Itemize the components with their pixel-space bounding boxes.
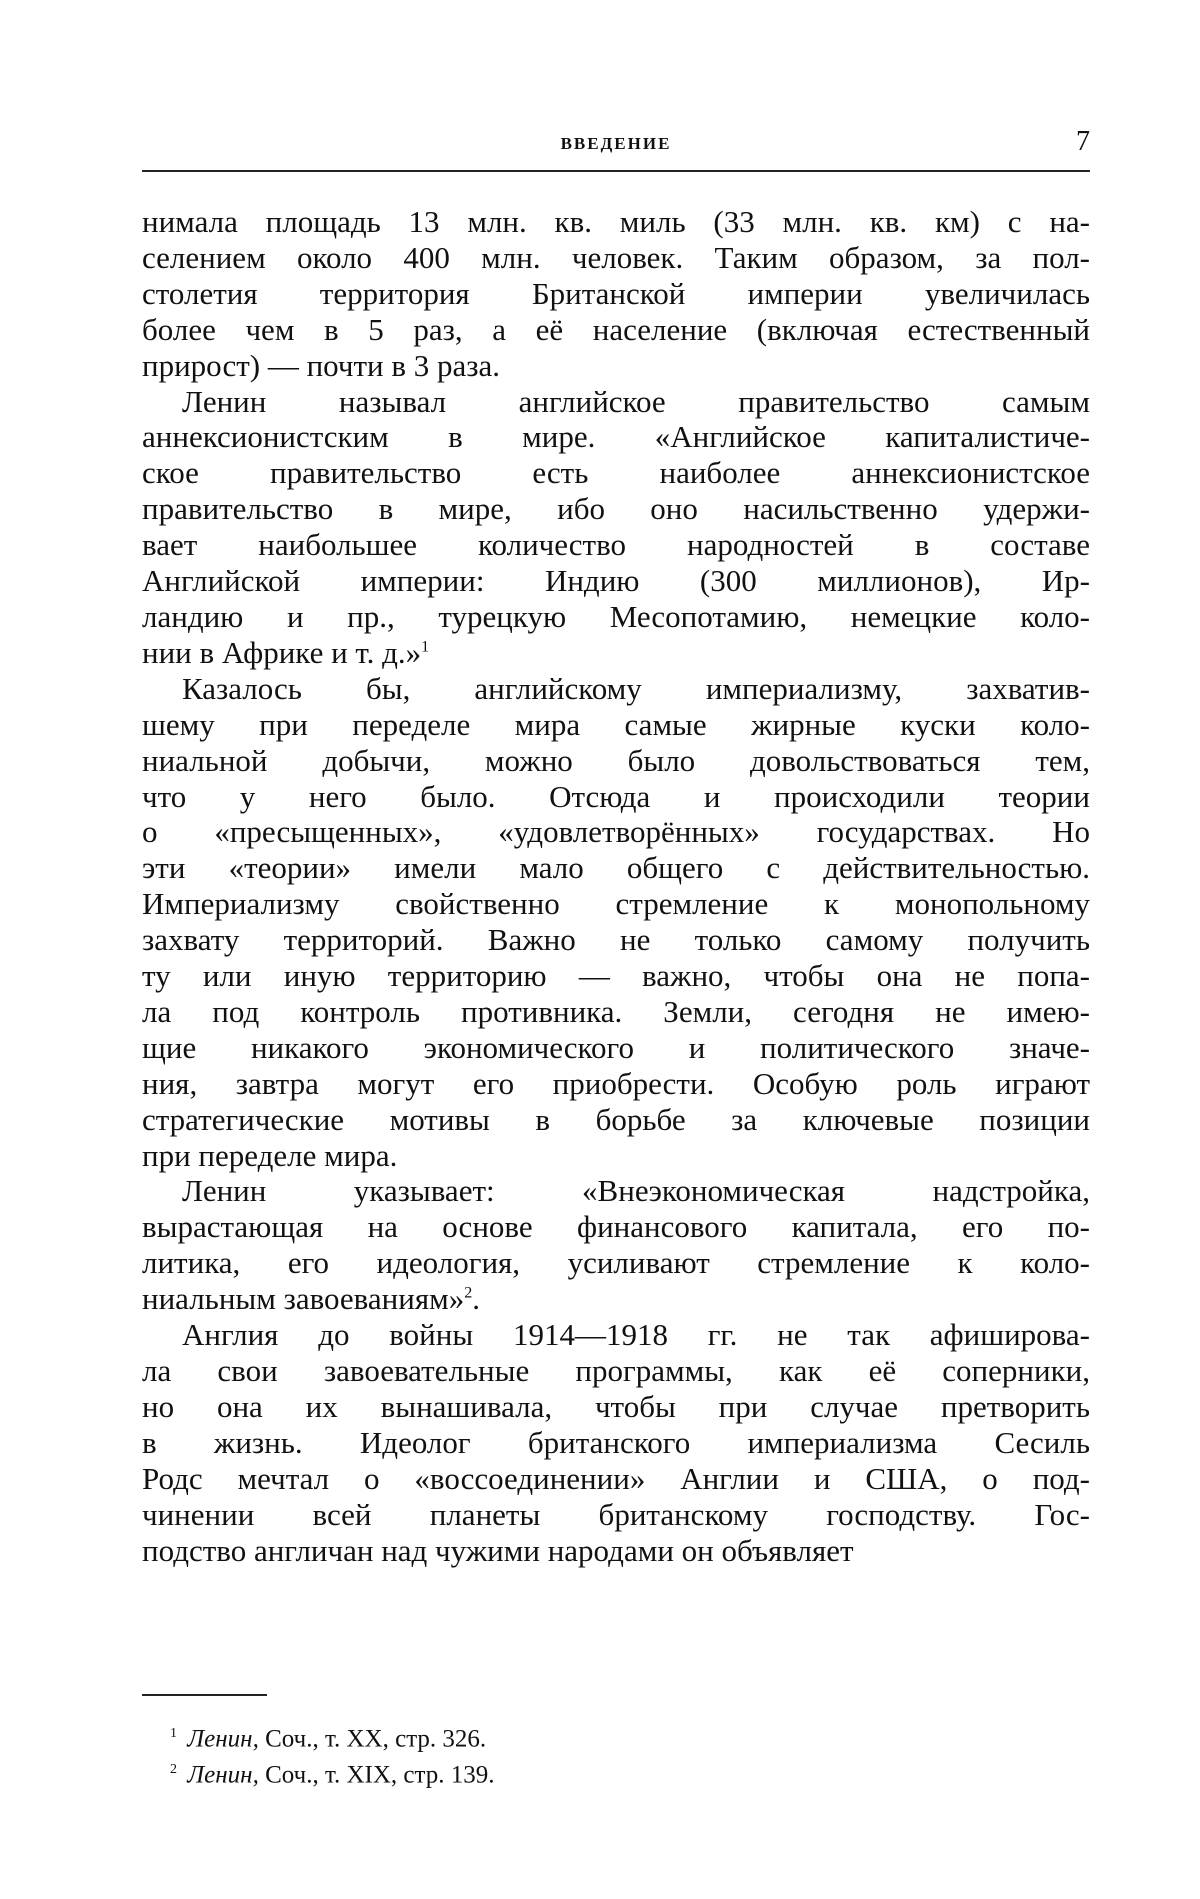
text-line: о «пресыщенных», «удовлетворённых» государствах. Но bbox=[142, 814, 1090, 850]
text-line: Английской империи: Индию (300 миллионов), Ир- bbox=[142, 563, 1090, 599]
text-line: столетия территория Британской империи увеличилась bbox=[142, 275, 1090, 311]
text-line: что у него было. Отсюда и происходили теории bbox=[142, 778, 1090, 814]
text-line: литика, его идеология, усиливают стремление к коло- bbox=[142, 1245, 1090, 1281]
text-line: Англия до войны 1914—1918 гг. не так афиширова- bbox=[182, 1317, 1090, 1353]
footnote-text: Соч., т. XIX, стр. 139. bbox=[265, 1761, 495, 1789]
text-line: прирост) — почти в 3 раза. bbox=[142, 347, 500, 383]
text-line: ниальной добычи, можно было довольствоваться тем, bbox=[142, 742, 1090, 778]
page-number: 7 bbox=[1076, 126, 1090, 157]
text-line: ния, завтра могут его приобрести. Особую роль играют bbox=[142, 1065, 1090, 1101]
text-line: ту или иную территорию — важно, чтобы она не попа- bbox=[142, 958, 1090, 994]
text-line bbox=[142, 1281, 1090, 1317]
header-rule bbox=[142, 170, 1090, 172]
footnote-2 bbox=[170, 1754, 495, 1790]
text-line bbox=[142, 635, 1090, 671]
running-header-title: ВВЕДЕНИЕ bbox=[560, 134, 672, 153]
text-line: ла свои завоевательные программы, как её соперники, bbox=[142, 1353, 1090, 1388]
text-line: правительство в мире, ибо оно насильственно удержи- bbox=[142, 491, 1090, 527]
text-line: эти «теории» имели мало общего с действительностью. bbox=[142, 850, 1090, 886]
body-text bbox=[142, 204, 1090, 1568]
footnote-1 bbox=[170, 1718, 495, 1754]
footnote-reference: 1 bbox=[421, 638, 430, 656]
text-line: при переделе мира. bbox=[142, 1137, 398, 1173]
running-header bbox=[142, 126, 1090, 170]
text-line-content: нии в Африке и т. д.» bbox=[142, 634, 422, 670]
text-line: чинении всей планеты британскому господству. Гос- bbox=[142, 1496, 1090, 1532]
footnote-number: 2 bbox=[170, 1762, 177, 1778]
text-line: стратегические мотивы в борьбе за ключевые позиции bbox=[142, 1101, 1090, 1137]
text-line-tail: . bbox=[472, 1281, 480, 1317]
footnotes bbox=[170, 1718, 495, 1791]
footnote-reference: 2 bbox=[464, 1284, 473, 1302]
text-line: Ленин называл английское правительство самым bbox=[182, 383, 1090, 419]
text-line: селением около 400 млн. человек. Таким образом, за пол- bbox=[142, 239, 1090, 275]
text-line: Империализму свойственно стремление к монопольному bbox=[142, 886, 1090, 922]
text-line: Родс мечтал о «воссоединении» Англии и США, о под- bbox=[142, 1460, 1090, 1496]
text-line: подство англичан над чужими народами он объявляет bbox=[142, 1532, 854, 1568]
text-line: нимала площадь 13 млн. кв. миль (33 млн. кв. км) с на- bbox=[142, 204, 1090, 239]
text-line: вырастающая на основе финансового капитала, его по- bbox=[142, 1209, 1090, 1245]
text-line: Казалось бы, английскому империализму, захватив- bbox=[182, 670, 1090, 706]
text-line: аннексионистским в мире. «Английское капиталистиче- bbox=[142, 419, 1090, 455]
footnote-number: 1 bbox=[170, 1726, 177, 1741]
text-line: но она их вынашивала, чтобы при случае претворить bbox=[142, 1388, 1090, 1424]
text-line: вает наибольшее количество народностей в составе bbox=[142, 527, 1090, 563]
footnote-author: Ленин, bbox=[187, 1761, 259, 1789]
text-line: более чем в 5 раз, а её население (включая естественный bbox=[142, 311, 1090, 347]
text-line: в жизнь. Идеолог британского империализма Сесиль bbox=[142, 1424, 1090, 1460]
text-line: Ленин указывает: «Внеэкономическая надстройка, bbox=[182, 1173, 1090, 1209]
text-line: щие никакого экономического и политического значе- bbox=[142, 1029, 1090, 1065]
footnote-text: Соч., т. XX, стр. 326. bbox=[265, 1725, 487, 1753]
text-line: ла под контроль противника. Земли, сегодня не имею- bbox=[142, 993, 1090, 1029]
text-line: ландию и пр., турецкую Месопотамию, немецкие коло- bbox=[142, 598, 1090, 634]
footnote-author: Ленин, bbox=[187, 1725, 259, 1753]
text-line-content: ниальным завоеваниям» bbox=[142, 1281, 465, 1317]
text-line: ское правительство есть наиболее аннексионистское bbox=[142, 455, 1090, 491]
text-line: шему при переделе мира самые жирные куски коло- bbox=[142, 706, 1090, 742]
footnote-rule bbox=[142, 1694, 267, 1696]
text-line: захвату территорий. Важно не только самому получить bbox=[142, 922, 1090, 958]
